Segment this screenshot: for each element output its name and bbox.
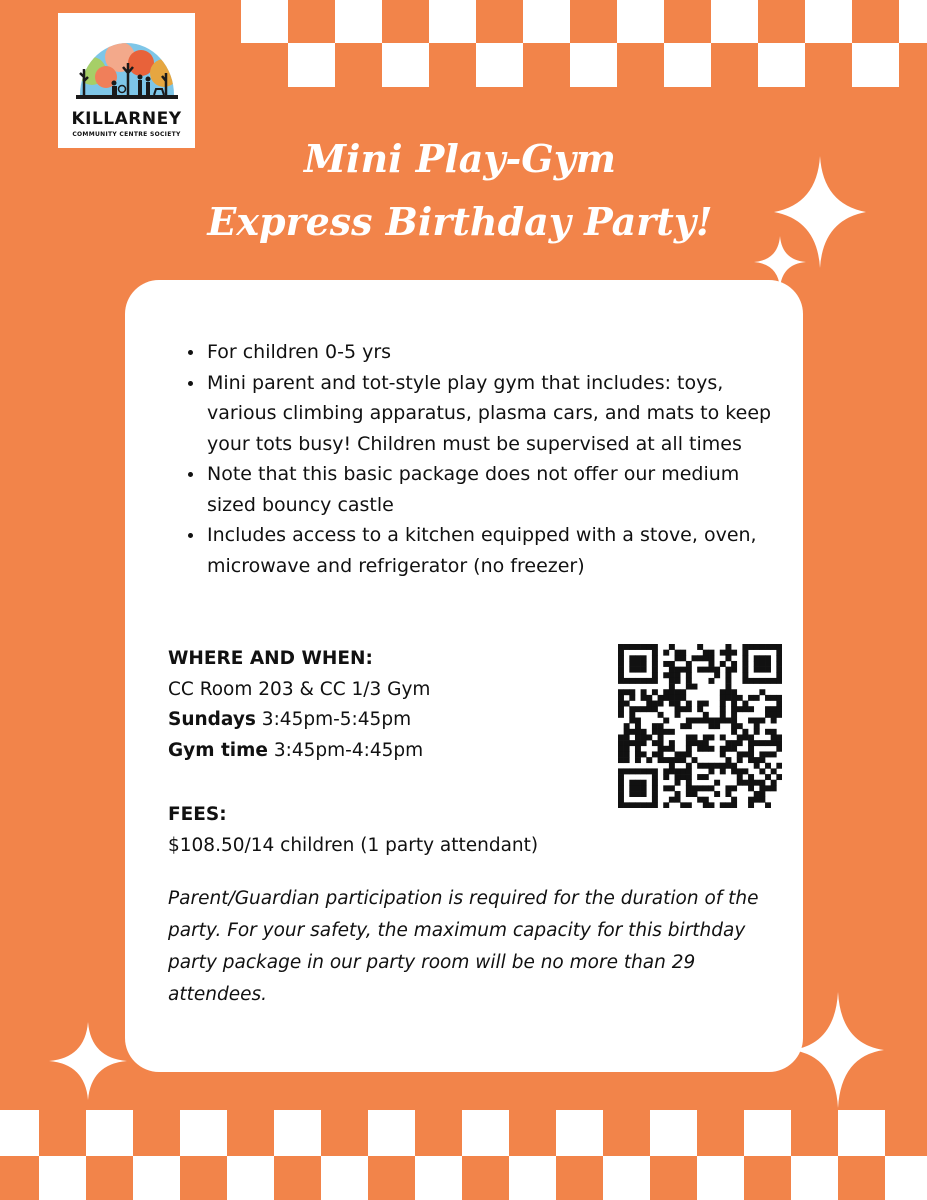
feature-list <box>185 337 785 581</box>
sparkle-icon <box>788 988 888 1112</box>
page-title-line-2: Express Birthday Party! <box>207 199 713 244</box>
qr-code-icon[interactable] <box>618 644 782 808</box>
participation-note: Parent/Guardian participation is required for the duration of the party. For your safety, the maximum capacity for this birthday party package in our party room will be no more than 29 attendees. <box>168 888 759 1005</box>
fees-section <box>168 800 628 861</box>
info-card <box>125 280 803 1072</box>
list-item: • For children 0-5 yrs <box>205 337 785 368</box>
where-when-section <box>168 644 588 766</box>
organization-logo <box>58 13 195 148</box>
logo-name: KILLARNEY <box>71 109 182 129</box>
gym-time-label: Gym time <box>168 739 268 761</box>
list-item: • Includes access to a kitchen equipped with a stove, oven, microwave and refrigerator (no freezer) <box>205 520 785 581</box>
day-label: Sundays <box>168 709 256 730</box>
gym-time-value: 3:45pm-4:45pm <box>273 739 424 761</box>
list-item: • Note that this basic package does not offer our medium sized bouncy castle <box>205 459 785 520</box>
sparkle-icon <box>45 1018 131 1104</box>
where-when-heading: WHERE AND WHEN: <box>168 648 373 669</box>
logo-subtitle: COMMUNITY CENTRE SOCIETY <box>72 131 181 138</box>
list-item: • Mini parent and tot-style play gym that includes: toys, various climbing apparatus, plasma cars, and mats to keep your tots busy! Children must be supervised at all times <box>205 368 785 460</box>
location-text: CC Room 203 & CC 1/3 Gym <box>168 678 431 700</box>
fees-heading: FEES: <box>168 804 227 825</box>
fees-value: $108.50/14 children (1 party attendant) <box>168 834 539 856</box>
page-title-line-1: Mini Play-Gym <box>303 136 616 181</box>
day-time: 3:45pm-5:45pm <box>261 709 412 730</box>
logo-icon <box>58 13 195 113</box>
